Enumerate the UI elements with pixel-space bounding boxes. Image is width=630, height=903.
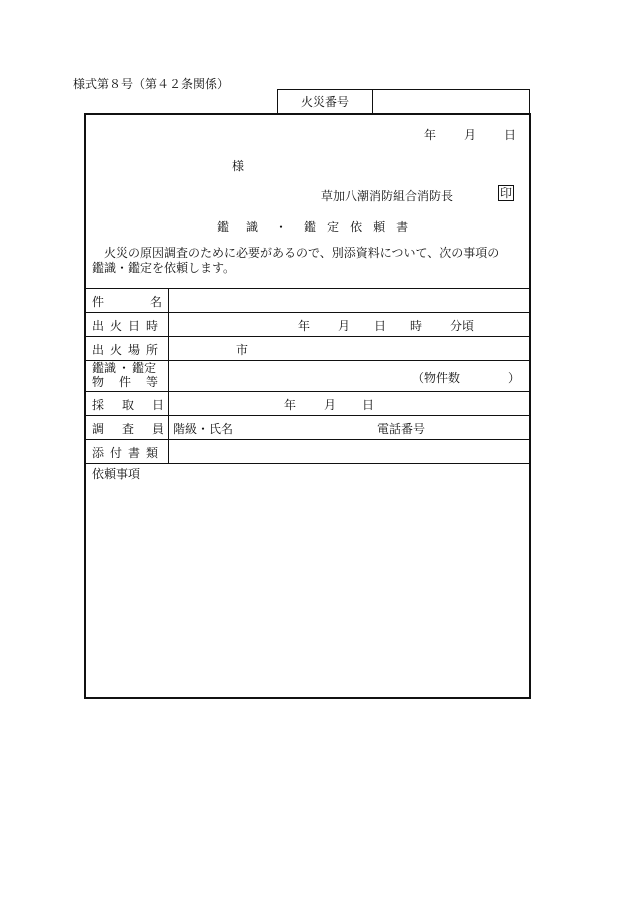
fire-datetime-day: 日 <box>374 319 387 333</box>
evidence-count: （物件数 ） <box>412 371 521 385</box>
fire-location-city: 市 <box>236 343 249 357</box>
sender-name: 草加八潮消防組合消防長 <box>321 189 454 203</box>
attachments-label: 添 付 書 類 <box>92 446 159 460</box>
form-number-label: 様式第８号（第４２条関係） <box>73 77 230 91</box>
date-year-label: 年 <box>424 128 437 142</box>
fire-datetime-year: 年 <box>298 319 311 333</box>
investigator-rank-name: 階級・氏名 <box>173 422 234 436</box>
document-title: 鑑 識 ・ 鑑 定 依 頼 書 <box>217 220 409 234</box>
fire-datetime-minute: 分頃 <box>450 319 475 333</box>
evidence-items-label: 鑑識 ・ 鑑定 物 件 等 <box>92 361 159 389</box>
seal-mark: 印 <box>500 186 513 200</box>
investigator-phone: 電話番号 <box>377 422 426 436</box>
collection-date-year: 年 <box>284 398 297 412</box>
fire-location-label: 出 火 場 所 <box>92 343 159 357</box>
fire-datetime-month: 月 <box>338 319 351 333</box>
addressee-suffix: 様 <box>232 159 245 173</box>
case-name-label: 件 名 <box>92 295 163 309</box>
fire-number-box <box>277 89 530 114</box>
fire-datetime-hour: 時 <box>410 319 423 333</box>
investigator-label: 調 査 員 <box>92 422 165 436</box>
date-day-label: 日 <box>504 128 517 142</box>
collection-date-day: 日 <box>362 398 375 412</box>
request-items-label: 依頼事項 <box>92 467 141 481</box>
fire-datetime-label: 出 火 日 時 <box>92 319 159 333</box>
fire-number-label: 火災番号 <box>278 90 373 114</box>
request-form-frame <box>84 113 531 699</box>
collection-date-month: 月 <box>324 398 337 412</box>
request-body-text: 火災の原因調査のために必要があるので、別添資料について、次の事項の 鑑識・鑑定を依頼します。 <box>92 246 500 275</box>
date-month-label: 月 <box>464 128 477 142</box>
collection-date-label: 採 取 日 <box>92 398 165 412</box>
